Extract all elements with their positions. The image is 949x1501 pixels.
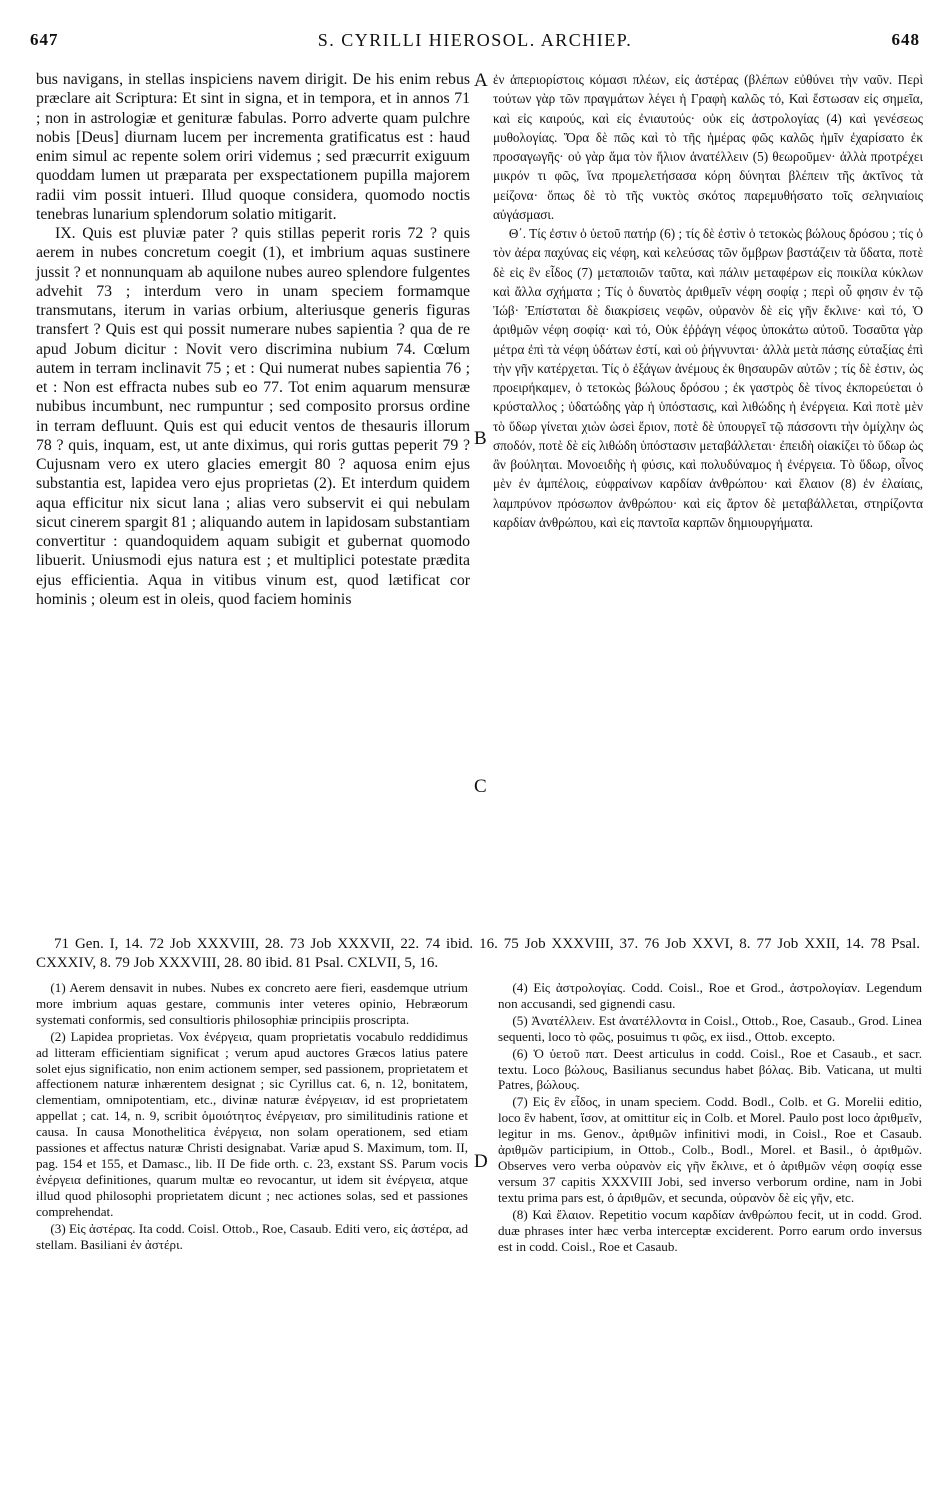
latin-column bbox=[36, 70, 470, 609]
scripture-references bbox=[36, 935, 920, 973]
page-number-left: 647 bbox=[30, 30, 59, 49]
margin-letter-d: D bbox=[474, 1151, 488, 1172]
footnote-1: (1) Aerem densavit in nubes. Nubes ex concreto aere fieri, easdemque utrium more imbrium aquas gestare, communis inter veteres opinio, Hebræorum systemati conformis, sed consultioris philosophiæ principiis proscripta. bbox=[36, 980, 468, 1027]
running-header bbox=[30, 30, 920, 60]
footnotes-right bbox=[498, 980, 922, 1255]
margin-letter-a: A bbox=[474, 70, 488, 91]
footnote-5: (5) Ἀνατέλλειν. Est ἀνατέλλοντα in Coisl., Ottob., Roe, Casaub., Grod. Linea sequenti, loco τὸ φῶς, posuimus τι φῶς, ex iisd., Ottob. excepto. bbox=[498, 1012, 922, 1044]
margin-letter-b: B bbox=[474, 428, 487, 449]
latin-paragraph-2: IX. Quis est pluviæ pater ? quis stillas peperit roris 72 ? quis aerem in nubes concretum coegit (1), et imbrium aquas sustinere jussit ? et nonnunquam ab aquilone nubes aureo splendore fulgentes advehit 73 ; interdum vero in unam speciem formamque transmutans, iterum in varias orbium, alteriusque generis figuras transfert ? Quis est qui possit numerare nubes sapientia ? qua de re apud Jobum dicitur : Novit vero discrimina nubium 74. Cœlum autem in terram inclinavit 75 ; et : Qui numerat nubes sapientia 76 ; et : Non est effracta nubes sub eo 77. Tot enim aquarum mensuræ nubibus incumbunt, nec rumpuntur ; sed composito prorsus ordine in terram defluunt. Quis est qui educit ventos de thesauris illorum 78 ? quis, inquam, est, ut ante diximus, qui roris guttas peperit 79 ? Cujusnam vero ex utero glacies emergit 80 ? aquosa enim ejus substantia est, lapidea vero ejus proprietas (2). Et interdum quidem aqua efficitur nix sicut lana ; alias vero subservit ei qui nebulam sicut cinerem spargit 81 ; aliquando autem in lapidosam substantiam convertitur : quandoquidem aquam subigit et gubernat quomodo libuerit. Uniusmodi ejus natura est ; et multiplici potestate prædita ejus efficientia. Aqua in vitibus vinum est, quod lætificat cor hominis ; oleum est in oleis, quod faciem hominis bbox=[36, 225, 470, 608]
footnote-2: (2) Lapidea proprietas. Vox ἐνέργεια, quam proprietatis vocabulo reddidimus ad litteram efficientiam significat ; verum apud auctores Græcos latius patere solet ejus significatio, non enim actionem semper, sed passionem, proprietatem et affectionem naturæ inhærentem designat ; sic Cyrillus cat. 6, n. 12, bonitatem, clementiam, omnipotentiam, etc., divinæ naturæ ἐνέργειαν, id est proprietatem appellat ; cat. 14, n. 9, scribit ὁμοιότητος ἐνέργειαν, pro similitudinis ratione et causa. In causa Monothelitica ἐνέργεια, non solam operationem, sed etiam passiones et affectus naturæ Christi designabat. Variæ apud S. Maximum, tom. II, pag. 154 et 155, et Damasc., lib. II De fide orth. c. 23, exstant SS. Parum vocis ἐνέργεια definitiones, quarum multæ eo revocantur, ut idem sit ἐνέργεια, atque illud quod philosophi proprietatem dicunt ; nec actiones solas, sed et passiones comprehendat. bbox=[36, 1028, 468, 1219]
footnotes-left bbox=[36, 980, 468, 1253]
scripture-references-text: 71 Gen. I, 14. 72 Job XXXVIII, 28. 73 Job XXXVII, 22. 74 ibid. 16. 75 Job XXXVIII, 37. 76 Job XXVI, 8. 77 Job XXII, 14. 78 Psal. CXXXIV, 8. 79 Job XXXVIII, 28. 80 ibid. 81 Psal. CXLVII, 5, 16. bbox=[36, 936, 920, 971]
greek-paragraph-2: Θ΄. Τίς ἐστιν ὁ ὑετοῦ πατήρ (6) ; τίς δὲ ἐστὶν ὁ τετοκὼς βώλους δρόσου ; τίς ὁ τὸν ἀέρα παχύνας εἰς νέφη, καὶ κελεύσας τῶν ὄμβρων βαστάζειν τὰ ὕδατα, ποτὲ δὲ εἰς ἓν εἶδος (7) μεταποιῶν ταῦτα, καὶ πάλιν μεταφέρων εἰς ποικίλα κύκλων καὶ ἄλλα σχήματα ; Τίς ὁ δυνατὸς ἀριθμεῖν νέφη σοφίᾳ ; περὶ οὗ φησιν ἐν τῷ Ἰώβ· Ἐπίσταται δὲ διακρίσεις νεφῶν, οὐρανὸν δὲ εἰς γῆν ἔκλινε· καὶ τό, Ὁ ἀριθμῶν νέφη σοφίᾳ· καὶ τό, Οὐκ ἐῤῥάγη νέφος ὑποκάτω αὐτοῦ. Τοσαῦτα γὰρ μέτρα ἐπὶ τὰ νέφη ὑδάτων ἐστί, καὶ οὐ ῥήγνυνται· ἀλλὰ μετὰ πάσης εὐταξίας ἐπὶ τὴν γῆν κατέρχεται. Τίς ὁ ἐξάγων ἀνέμους ἐκ θησαυρῶν αὐτῶν ; τίς δὲ ἐστιν, ὡς προειρήκαμεν, ὁ τετοκὼς βώλους δρόσου ; ἐκ γαστρὸς δὲ τίνος ἐκπορεύεται ὁ κρύσταλλος ; ὑδατώδης γὰρ ἡ ὑπόστασις, καὶ λιθώδης ἡ ἐνέργεια. Καὶ ποτὲ μὲν τὸ ὕδωρ γίνεται χιὼν ὡσεὶ ἔριον, ποτὲ δὲ ὑπουργεῖ τῷ πάσσοντι τὴν ὁμίχλην ὡς σποδόν, ποτὲ δὲ εἰς λιθώδη ὑπόστασιν μεταβάλλεται· ἐπειδὴ οἰακίζει τὸ ὕδωρ ὡς ἂν βούληται. Μονοειδὴς ἡ φύσις, καὶ πολυδύναμος ἡ ἐνέργεια. Τὸ ὕδωρ, οἶνος μὲν ἐν ἀμπέλοις, εὐφραίνων καρδίαν ἀνθρώπου· καὶ ἔλαιον (8) ἐν ἐλαίαις, λαμπρύνον πρόσωπον ἀνθρώπου· καὶ εἰς ἄρτον δὲ μεταβάλλεται, στηρίζοντα καρδίαν ἀνθρώπου, καὶ εἰς παντοῖα καρπῶν δημιουργήματα. bbox=[493, 226, 923, 530]
page-number-right: 648 bbox=[891, 30, 920, 49]
footnote-6: (6) Ὁ ὑετοῦ πατ. Deest articulus in codd. Coisl., Roe et Casaub., et sacr. textu. Loco βώλους, Basilianus secundus habet βόλας. Bib. Vaticana, ut multi Patres, βώλους. bbox=[498, 1045, 922, 1093]
greek-paragraph-1: ἐν ἀπεριορίστοις κόμασι πλέων, εἰς ἀστέρας (βλέπων εὐθύνει τὴν ναῦν. Περὶ τούτων γὰρ τῶν πραγμάτων λέγει ἡ Γραφὴ καλῶς τό, Καὶ ἔστωσαν εἰς σημεῖα, καὶ εἰς καιρούς, καὶ εἰς ἐνιαυτούς· οὐκ εἰς ἀστρολογίας (4) καὶ γενέσεως μυθολογίας. Ὅρα δὲ πῶς καὶ τὸ τῆς ἡμέρας φῶς καλῶς ἡμῖν ἐχαρίσατο ἐκ προσαγωγῆς· οὐ γὰρ ἅμα τὸν ἥλιον ἀνατέλλειν (5) θεωροῦμεν· ἀλλὰ προτρέχει μικρόν τι φῶς, ἵνα προμελετήσασα κόρη δύνηται βλέπειν τῆς ἀκτῖνος τὰ μείζονα· ὅπως δὲ τὸ τῆς νυκτὸς σκότος παρεμυθήσατο τοῖς σεληνιαίοις αὐγάσμασι. bbox=[493, 72, 923, 222]
margin-letter-c: C bbox=[474, 776, 487, 797]
greek-column bbox=[493, 70, 923, 532]
running-title: S. CYRILLI HIEROSOL. ARCHIEP. bbox=[317, 30, 633, 50]
footnote-8: (8) Καὶ ἔλαιον. Repetitio vocum καρδίαν ἀνθρώπου fecit, ut in codd. Grod. duæ phrases inter hæc verba interceptæ exciderent. Porro earum ordo inversus est in codd. Coisl., Roe et Casaub. bbox=[498, 1206, 922, 1254]
footnote-4: (4) Εἰς ἀστρολογίας. Codd. Coisl., Roe et Grod., ἀστρολογίαν. Legendum non accusandi, sed gignendi casu. bbox=[498, 980, 922, 1011]
footnote-7: (7) Εἰς ἓν εἶδος, in unam speciem. Codd. Bodl., Colb. et G. Morelii editio, loco ἓν habent, ἴσον, at omittitur εἰς in Colb. et Morel. Paulo post loco ἀριθμεῖν, legitur in ms. Genov., ἀριθμῶν infinitivi modi, in Coisl., Roe et Casaub. ἀριθμῶν participium, in Ottob., Colb., Bodl., Morel. et Basil., ὁ ἀριθμῶν. Observes vero verba οὐρανὸν εἰς γῆν ἔκλινε, et ὁ ἀριθμῶν νέφη σοφίᾳ esse versum 37 capitis XXXVIII Jobi, sed inverso verborum ordine, nam in Jobi textu prima pars est, ὁ ἀριθμῶν, et secunda, οὐρανὸν δὲ εἰς γῆν, etc. bbox=[498, 1094, 922, 1205]
latin-paragraph-1: bus navigans, in stellas inspiciens navem dirigit. De his enim rebus præclare ait Scriptura: Et sint in signa, et in tempora, et in annos 71 ; non in astrologiæ et genituræ fabulas. Porro adverte quam pulchre nobis [Deus] diurnam lucem per incrementa gratificatus est : haud enim simul ac repente solem oriri videmus ; sed præcurrit exiguum quoddam lumen ut præparata per exspectationem pupilla majorem radii vim possit intueri. Illud quoque considera, quomodo noctis tenebras lunarium splendorum solatio mitigarit. bbox=[36, 71, 470, 223]
footnote-3: (3) Εἰς ἀστέρας. Ita codd. Coisl. Ottob., Roe, Casaub. Editi vero, εἰς ἀστέρα, ad stellam. Basiliani ἐν ἀστέρι. bbox=[36, 1220, 468, 1252]
